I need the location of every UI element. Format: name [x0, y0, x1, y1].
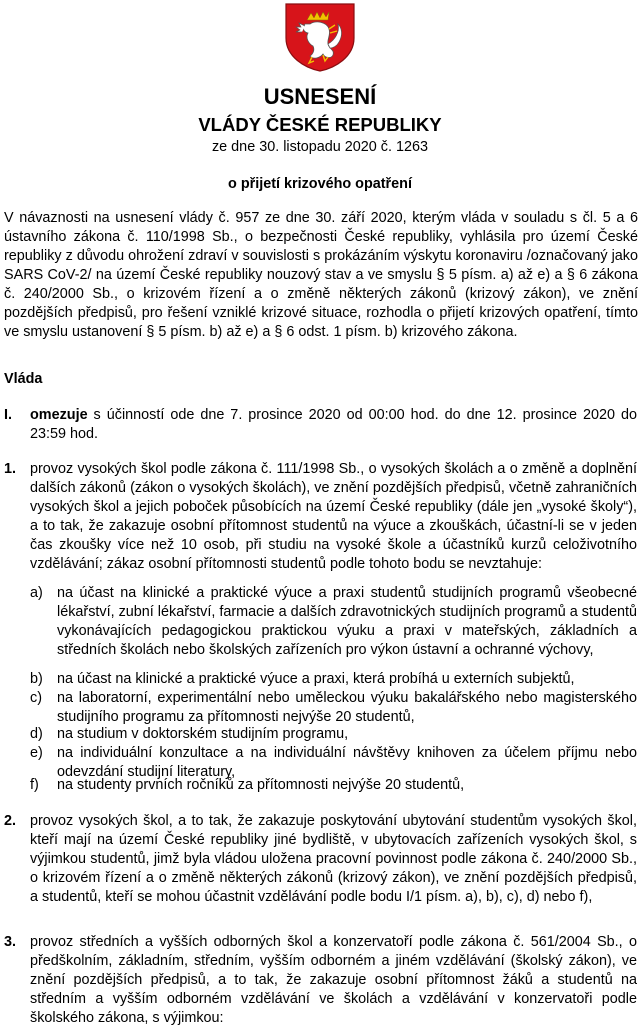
item-text: provoz vysokých škol, a to tak, že zakazuje poskytování ubytování studentům vysokých škol, kteří mají na území České republiky jiné bydliště, v ubytovacích zařízeních vysokých škol, s výjimkou studentů, jimž byla vládou uložena pracovní povinnost podle zákona č. 240/2000 Sb., o krizovém řízení a o změně některých zákonů (krizový zákon), ve znění pozdějších předpisů, a studentů, kteří se mohou účastnit vzdělávání podle bodu I/1 písm. a), b), c), d) nebo f),	[30, 813, 637, 905]
item-text: provoz vysokých škol podle zákona č. 111/1998 Sb., o vysokých školách a o změně a doplnění dalších zákonů (zákon o vysokých školách), ve znění pozdějších předpisů, včetně zahraničních vysokých škol a jejich poboček působících na území České republiky (dále jen „vysoké školy“), a to tak, že zakazuje osobní přítomnost studentů na výuce a zkouškách, účastní-li se v jeden čas zkoušky více než 10 osob, při studiu na vysoké škole a účastníků kurzů celoživotního vzdělávání; zákaz osobní přítomnosti studentů podle tohoto bodu se nevztahuje:	[30, 461, 637, 572]
subitem-marker: e)	[30, 745, 43, 761]
document-title: USNESENÍ	[263, 84, 377, 109]
subitem-text: na studium v doktorském studijním programu,	[57, 726, 349, 742]
item-marker: 1.	[4, 461, 17, 477]
subitem-text: na studenty prvních ročníků za přítomnosti nejvýše 20 studentů,	[57, 777, 465, 793]
section-verb: omezuje	[30, 407, 88, 423]
subitem-text: na účast na klinické a praktické výuce a praxi studentů studijních programů všeobecné lékařství, zubní lékařství, farmacie a dalších zdravotnických studijních programů a studentů vykonávajících pedagogickou praktickou výuku a praxi v mateřských, základních a středních školách nebo školských zařízeních pro výkon ústavní a ochranné výchovy,	[57, 585, 637, 658]
document-issuer: VLÁDY ČESKÉ REPUBLIKY	[198, 114, 442, 135]
item-marker: 2.	[4, 813, 17, 829]
item-text: provoz středních a vyšších odborných škol a konzervatoří podle zákona č. 561/2004 Sb., o předškolním, základním, středním, vyšším odborném a jiném vzdělávání (školský zákon), ve znění pozdějších předpisů, a to tak, že zakazuje osobní přítomnost žáků a studentů na středním a vyšším odborném vzdělávání ve školách a vzdělávání v konzervatoři podle školského zákona, s výjimkou:	[30, 934, 637, 1026]
subitem-marker: d)	[30, 726, 43, 742]
subitem-text: na individuální konzultace a na individuální návštěvy knihoven za účelem příjmu nebo odevzdání studijní literatury,	[57, 745, 637, 780]
section-marker: I.	[4, 407, 12, 423]
section-heading-vlada: Vláda	[4, 371, 43, 387]
subitem-text: na laboratorní, experimentální nebo uměleckou výuku bakalářského nebo magisterského studijního programu za přítomnosti nejvýše 20 studentů,	[57, 690, 637, 725]
item-marker: 3.	[4, 934, 17, 950]
document-date: ze dne 30. listopadu 2020 č. 1263	[211, 139, 429, 155]
subitem-marker: f)	[30, 777, 39, 793]
subitem-marker: c)	[30, 690, 42, 706]
subitem-marker: a)	[30, 585, 43, 601]
intro-paragraph: V návaznosti na usnesení vlády č. 957 ze dne 30. září 2020, kterým vláda v souladu s čl. 5 a 6 ústavního zákona č. 110/1998 Sb., o bezpečnosti České republiky, vyhlásila pro území České republiky z důvodu ohrožení zdraví v souvislosti s prokázáním výskytu koronaviru /označovaný jako SARS CoV-2/ na území České republiky nouzový stav a ve smyslu § 5 písm. a) až e) a § 6 zákona č. 240/2000 Sb., o krizovém řízení a o změně některých zákonů (krizový zákon), ve znění pozdějších předpisů, pro řešení vzniklé krizové situace, rozhodla o přijetí krizových opatření, tímto ve smyslu ustanovení § 5 písm. b) až e) a § 6 odst. 1 písm. b) krizového zákona.	[4, 210, 638, 340]
section-text	[30, 406, 637, 444]
subitem-text: na účast na klinické a praktické výuce a praxi, která probíhá u externích subjektů,	[57, 671, 575, 687]
subitem-marker: b)	[30, 671, 43, 687]
coat-of-arms-icon	[283, 2, 357, 72]
document-subject: o přijetí krizového opatření	[228, 176, 412, 192]
section-body: s účinností ode dne 7. prosince 2020 od 00:00 hod. do dne 12. prosince 2020 do 23:59 hod.	[30, 407, 637, 442]
